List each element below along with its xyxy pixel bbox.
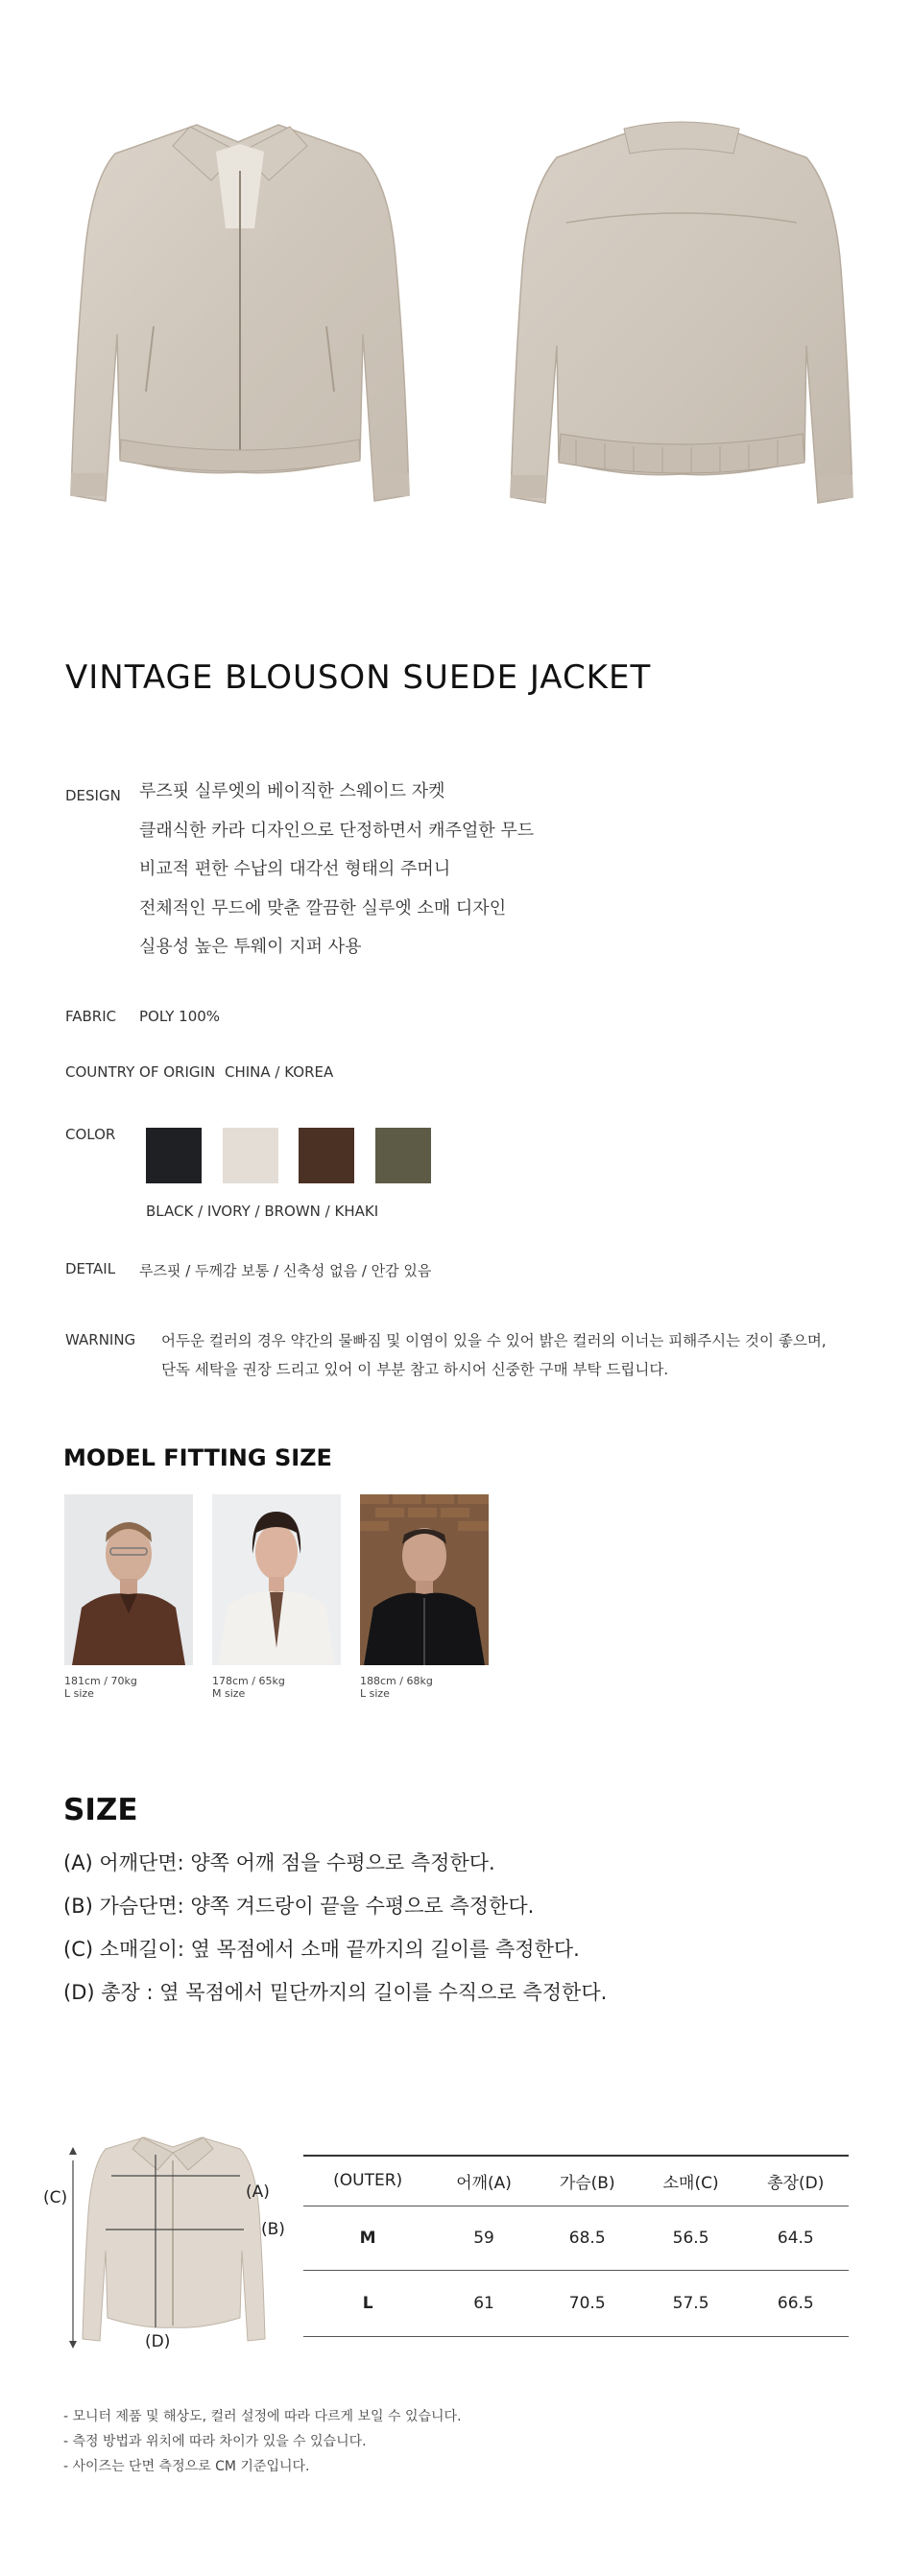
cell: 68.5 bbox=[536, 2206, 639, 2270]
jacket-back-image bbox=[499, 115, 864, 518]
col-header: 소매(C) bbox=[639, 2156, 743, 2206]
diagram-label-a: (A) bbox=[246, 2182, 270, 2202]
model-photo-3 bbox=[360, 1494, 489, 1665]
note-line: - 사이즈는 단면 측정으로 CM 기준입니다. bbox=[63, 2459, 310, 2474]
warning-label: WARNING bbox=[65, 1331, 136, 1348]
swatch-khaki[interactable] bbox=[375, 1128, 431, 1183]
diagram-label-b: (B) bbox=[261, 2220, 285, 2239]
design-line: 클래식한 카라 디자인으로 단정하면서 캐주얼한 무드 bbox=[139, 820, 535, 841]
model-photo-2 bbox=[212, 1494, 341, 1665]
swatch-black[interactable] bbox=[146, 1128, 202, 1183]
origin-label: COUNTRY OF ORIGIN bbox=[65, 1063, 216, 1081]
cell: 70.5 bbox=[536, 2270, 639, 2336]
size-def-a: (A) 어깨단면: 양쪽 어깨 점을 수평으로 측정한다. bbox=[63, 1851, 495, 1874]
cell: 57.5 bbox=[639, 2270, 743, 2336]
model-stats: 181cm / 70kg bbox=[64, 1675, 137, 1687]
table-row bbox=[303, 2270, 849, 2336]
origin-value: CHINA / KOREA bbox=[225, 1063, 334, 1081]
size-heading: SIZE bbox=[63, 1793, 138, 1827]
cell: 66.5 bbox=[743, 2270, 849, 2336]
row-size: M bbox=[303, 2206, 432, 2270]
detail-label: DETAIL bbox=[65, 1260, 116, 1277]
design-label: DESIGN bbox=[65, 787, 121, 804]
model-fitting-heading: MODEL FITTING SIZE bbox=[63, 1444, 332, 1471]
model-caption-1 bbox=[64, 1675, 137, 1700]
design-line: 전체적인 무드에 맞춘 깔끔한 실루엣 소매 디자인 bbox=[139, 897, 507, 918]
swatch-brown[interactable] bbox=[299, 1128, 354, 1183]
cell: 61 bbox=[432, 2270, 536, 2336]
col-header: 가슴(B) bbox=[536, 2156, 639, 2206]
col-header: 총장(D) bbox=[743, 2156, 849, 2206]
size-def-b: (B) 가슴단면: 양쪽 겨드랑이 끝을 수평으로 측정한다. bbox=[63, 1895, 535, 1918]
jacket-front-image bbox=[58, 113, 422, 516]
color-names: BLACK / IVORY / BROWN / KHAKI bbox=[146, 1203, 379, 1220]
model-size: L size bbox=[64, 1687, 94, 1700]
product-hero bbox=[0, 0, 912, 595]
detail-value: 루즈핏 / 두께감 보통 / 신축성 없음 / 안감 있음 bbox=[139, 1262, 432, 1279]
model-caption-3 bbox=[360, 1675, 433, 1700]
design-line: 실용성 높은 투웨이 지퍼 사용 bbox=[139, 937, 362, 957]
product-title: VINTAGE BLOUSON SUEDE JACKET bbox=[65, 658, 652, 697]
diagram-label-d: (D) bbox=[145, 2332, 171, 2351]
warning-text: 어두운 컬러의 경우 약간의 물빠짐 및 이염이 있을 수 있어 밝은 컬러의 이너는 피해주시는 것이 좋으며, 단독 세탁을 권장 드리고 있어 이 부분 참고 하시어 신중한 구매 부탁 드립니다. bbox=[161, 1332, 827, 1378]
col-header: 어깨(A) bbox=[432, 2156, 536, 2206]
model-size: M size bbox=[212, 1687, 246, 1700]
fabric-label: FABRIC bbox=[65, 1008, 117, 1025]
model-stats: 178cm / 65kg bbox=[212, 1675, 285, 1687]
cell: 56.5 bbox=[639, 2206, 743, 2270]
cell: 59 bbox=[432, 2206, 536, 2270]
model-photo-1 bbox=[64, 1494, 193, 1665]
fabric-value: POLY 100% bbox=[139, 1008, 221, 1025]
color-label: COLOR bbox=[65, 1126, 116, 1143]
model-caption-2 bbox=[212, 1675, 285, 1700]
design-list bbox=[139, 779, 534, 974]
row-size: L bbox=[303, 2270, 432, 2336]
size-def-c: (C) 소매길이: 옆 목점에서 소매 끝까지의 길이를 측정한다. bbox=[63, 1938, 580, 1961]
col-header: (OUTER) bbox=[303, 2156, 432, 2206]
cell: 64.5 bbox=[743, 2206, 849, 2270]
size-table-header bbox=[303, 2156, 849, 2206]
model-stats: 188cm / 68kg bbox=[360, 1675, 433, 1687]
size-def-d: (D) 총장 : 옆 목점에서 밑단까지의 길이를 수직으로 측정한다. bbox=[63, 1981, 608, 2004]
size-table bbox=[303, 2155, 849, 2337]
note-line: - 측정 방법과 위치에 따라 차이가 있을 수 있습니다. bbox=[63, 2434, 367, 2449]
swatch-ivory[interactable] bbox=[223, 1128, 278, 1183]
design-line: 비교적 편한 수납의 대각선 형태의 주머니 bbox=[139, 859, 451, 879]
model-size: L size bbox=[360, 1687, 390, 1700]
size-diagram bbox=[38, 2126, 307, 2366]
table-row bbox=[303, 2206, 849, 2270]
note-line: - 모니터 제품 및 해상도, 컬러 설정에 따라 다르게 보일 수 있습니다. bbox=[63, 2409, 462, 2424]
design-line: 루즈핏 실루엣의 베이직한 스웨이드 자켓 bbox=[139, 781, 445, 801]
diagram-label-c: (C) bbox=[43, 2188, 68, 2207]
